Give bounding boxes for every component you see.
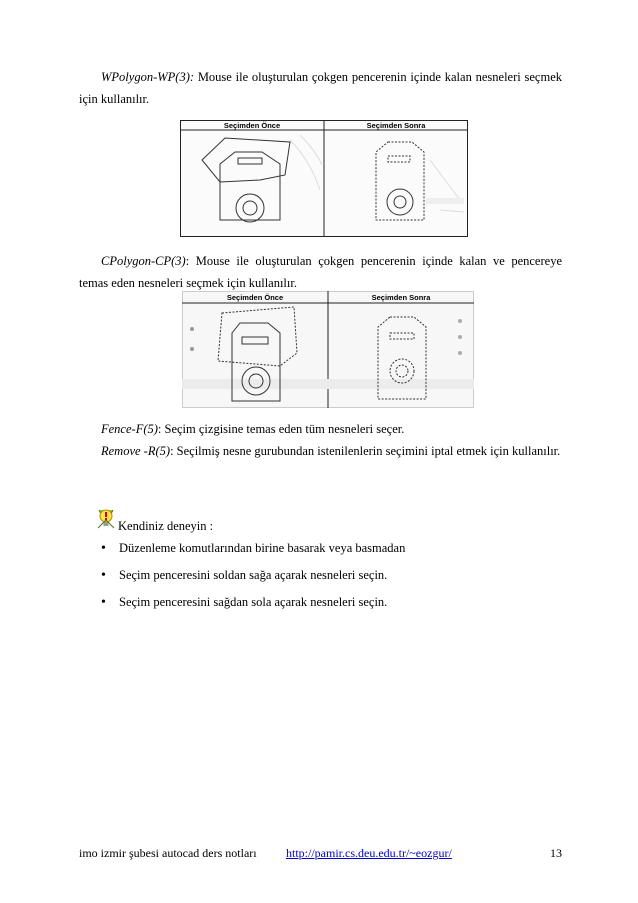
remove-text: : Seçilmiş nesne gurubundan istenilenlerin seçimini iptal etmek için kullanılır. [170, 444, 561, 458]
cpolygon-figure [182, 291, 474, 408]
tip-heading [96, 508, 213, 534]
fence-term: Fence-F(5) [101, 422, 158, 436]
fence-text: : Seçim çizgisine temas eden tüm nesneleri seçer. [157, 422, 405, 436]
tip-list [97, 535, 537, 616]
remove-term: Remove -R(5) [101, 444, 171, 458]
lightbulb-warning-icon [96, 508, 116, 534]
cpolygon-text: : Mouse ile oluşturulan çokgen pencerenin içinde kalan ve pencereye temas eden nesneleri seçmek için kullanılır. [79, 254, 562, 290]
figure1-before-label: Seçimden Önce [223, 121, 281, 130]
figure1-after-label: Seçimden Sonra [366, 121, 426, 130]
wpolygon-paragraph [79, 66, 562, 110]
remove-paragraph [79, 440, 562, 462]
list-item: • Seçim penceresini soldan sağa açarak nesneleri seçin. [97, 562, 537, 589]
figure2-before-label: Seçimden Önce [226, 293, 284, 302]
tip-heading-text: Kendiniz deneyin : [118, 519, 214, 533]
page-number: 13 [550, 846, 562, 860]
fence-paragraph [79, 418, 562, 440]
wpolygon-figure [180, 120, 468, 237]
list-item: • Düzenleme komutlarından birine basarak veya basmadan [97, 535, 537, 562]
cpolygon-term: CPolygon-CP(3) [101, 254, 186, 268]
wpolygon-text: Mouse ile oluşturulan çokgen pencerenin içinde kalan nesneleri seçmek için kullanılır. [79, 70, 562, 106]
footer-source: imo izmir şubesi autocad ders notları [79, 846, 257, 860]
wpolygon-term: WPolygon-WP(3): [101, 70, 195, 84]
list-item: • Seçim penceresini sağdan sola açarak nesneleri seçin. [97, 589, 537, 616]
cpolygon-paragraph [79, 250, 562, 294]
footer-link[interactable]: http://pamir.cs.deu.edu.tr/~eozgur/ [286, 846, 452, 860]
figure2-after-label: Seçimden Sonra [371, 293, 431, 302]
